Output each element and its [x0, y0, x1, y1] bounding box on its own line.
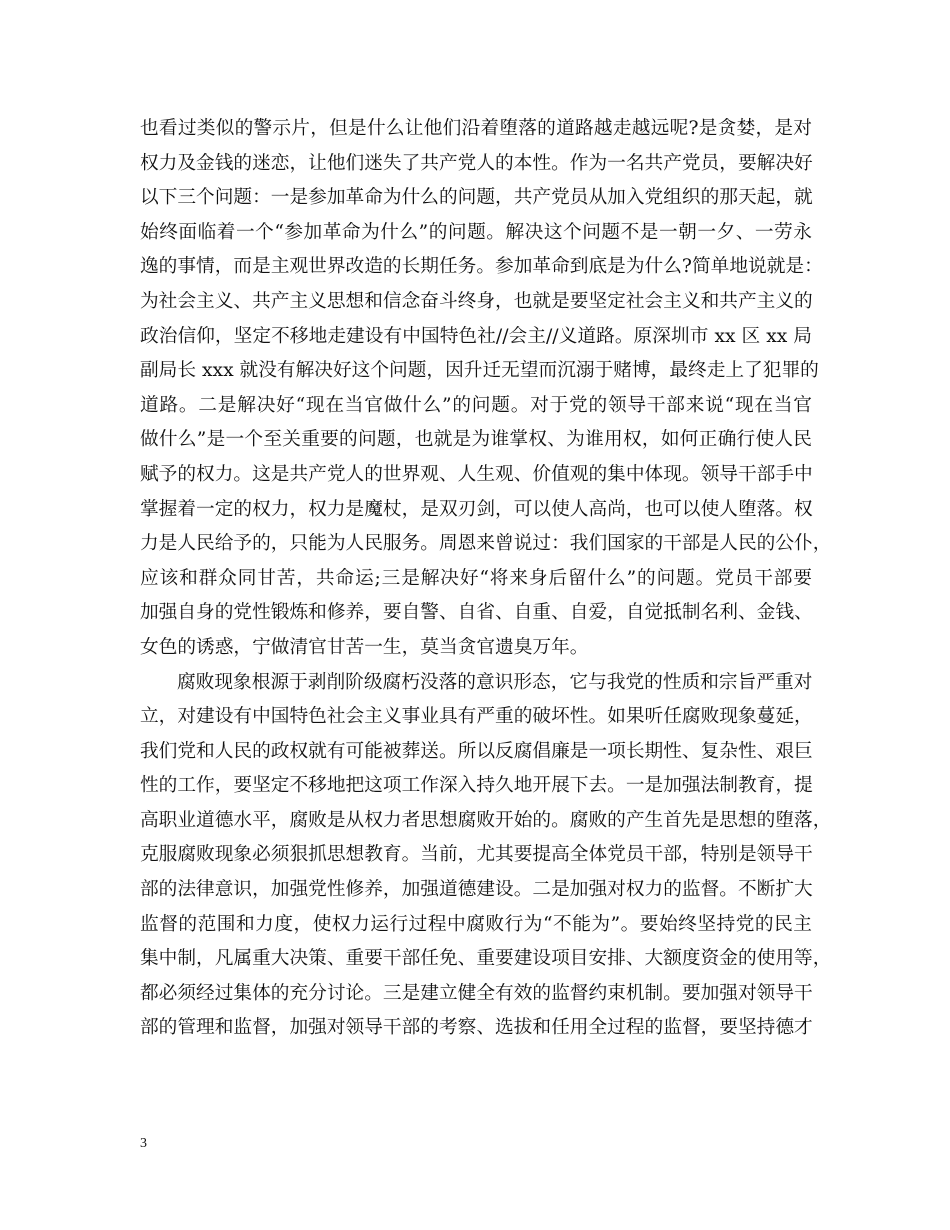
text-line: 力是人民给予的，只能为人民服务。周恩来曾说过：我们国家的干部是人民的公仆，	[140, 533, 832, 555]
text-line: 应该和群众同甘苦，共命运;三是解决好“将来身后留什么”的问题。党员干部要	[140, 567, 812, 589]
text-line: 副局长 xxx 就没有解决好这个问题，因升迁无望而沉溺于赌博，最终走上了犯罪的	[140, 360, 819, 382]
text-line: 掌握着一定的权力，权力是魔杖，是双刃剑，可以使人高尚，也可以使人堕落。权	[140, 498, 813, 520]
page-number: 3	[140, 1136, 147, 1151]
paragraph	[140, 666, 832, 1047]
text-line: 为社会主义、共产主义思想和信念奋斗终身，也就是要坚定社会主义和共产主义的	[140, 290, 813, 312]
text-line: 也看过类似的警示片，但是什么让他们沿着堕落的道路越走越远呢?是贪婪，是对	[140, 118, 812, 139]
text-line: 性的工作，要坚定不移地把这项工作深入持久地开展下去。一是加强法制教育，提	[140, 775, 813, 797]
text-line: 政治信仰，坚定不移地走建设有中国特色社//会主//义道路。原深圳市 xx 区 xx 局	[140, 325, 812, 347]
text-line: 道路。二是解决好“现在当官做什么”的问题。对于党的领导干部来说“现在当官	[140, 394, 812, 416]
text-line: 赋予的权力。这是共产党人的世界观、人生观、价值观的集中体现。领导干部手中	[140, 463, 813, 485]
text-line: 集中制，凡属重大决策、重要干部任免、重要建设项目安排、大额度资金的使用等，	[140, 948, 832, 970]
text-line: 部的管理和监督，加强对领导干部的考察、选拔和任用全过程的监督，要坚持德才	[140, 1017, 813, 1039]
text-line: 逸的事情，而是主观世界改造的长期任务。参加革命到底是为什么?简单地说就是：	[140, 256, 823, 278]
text-line: 以下三个问题：一是参加革命为什么的问题，共产党员从加入党组织的那天起，就	[140, 187, 813, 209]
text-line: 部的法律意识，加强党性修养，加强道德建设。二是加强对权力的监督。不断扩大	[140, 879, 813, 901]
body-text	[140, 112, 832, 1046]
text-line: 克服腐败现象必须狠抓思想教育。当前，尤其要提高全体党员干部，特别是领导干	[140, 844, 813, 866]
text-line: 腐败现象根源于剥削阶级腐朽没落的意识形态，它与我党的性质和宗旨严重对	[177, 671, 813, 693]
text-line: 监督的范围和力度，使权力运行过程中腐败行为“不能为”。要始终坚持党的民主	[140, 913, 812, 935]
paragraph	[140, 112, 832, 666]
text-line: 加强自身的党性锻炼和修养，要自警、自省、自重、自爱，自觉抵制名利、金钱、	[140, 602, 813, 624]
text-line: 立，对建设有中国特色社会主义事业具有严重的破坏性。如果听任腐败现象蔓延，	[140, 706, 813, 728]
text-line: 我们党和人民的政权就有可能被葬送。所以反腐倡廉是一项长期性、复杂性、艰巨	[140, 740, 813, 762]
text-line: 做什么”是一个至关重要的问题，也就是为谁掌权、为谁用权，如何正确行使人民	[140, 429, 812, 451]
text-line: 始终面临着一个“参加革命为什么”的问题。解决这个问题不是一朝一夕、一劳永	[140, 221, 812, 243]
text-line: 高职业道德水平，腐败是从权力者思想腐败开始的。腐败的产生首先是思想的堕落，	[140, 809, 832, 831]
text-line: 都必须经过集体的充分讨论。三是建立健全有效的监督约束机制。要加强对领导干	[140, 982, 813, 1004]
text-line: 权力及金钱的迷恋，让他们迷失了共产党人的本性。作为一名共产党员，要解决好	[140, 152, 813, 174]
text-line: 女色的诱惑，宁做清官甘苦一生，莫当贪官遗臭万年。	[140, 636, 589, 658]
